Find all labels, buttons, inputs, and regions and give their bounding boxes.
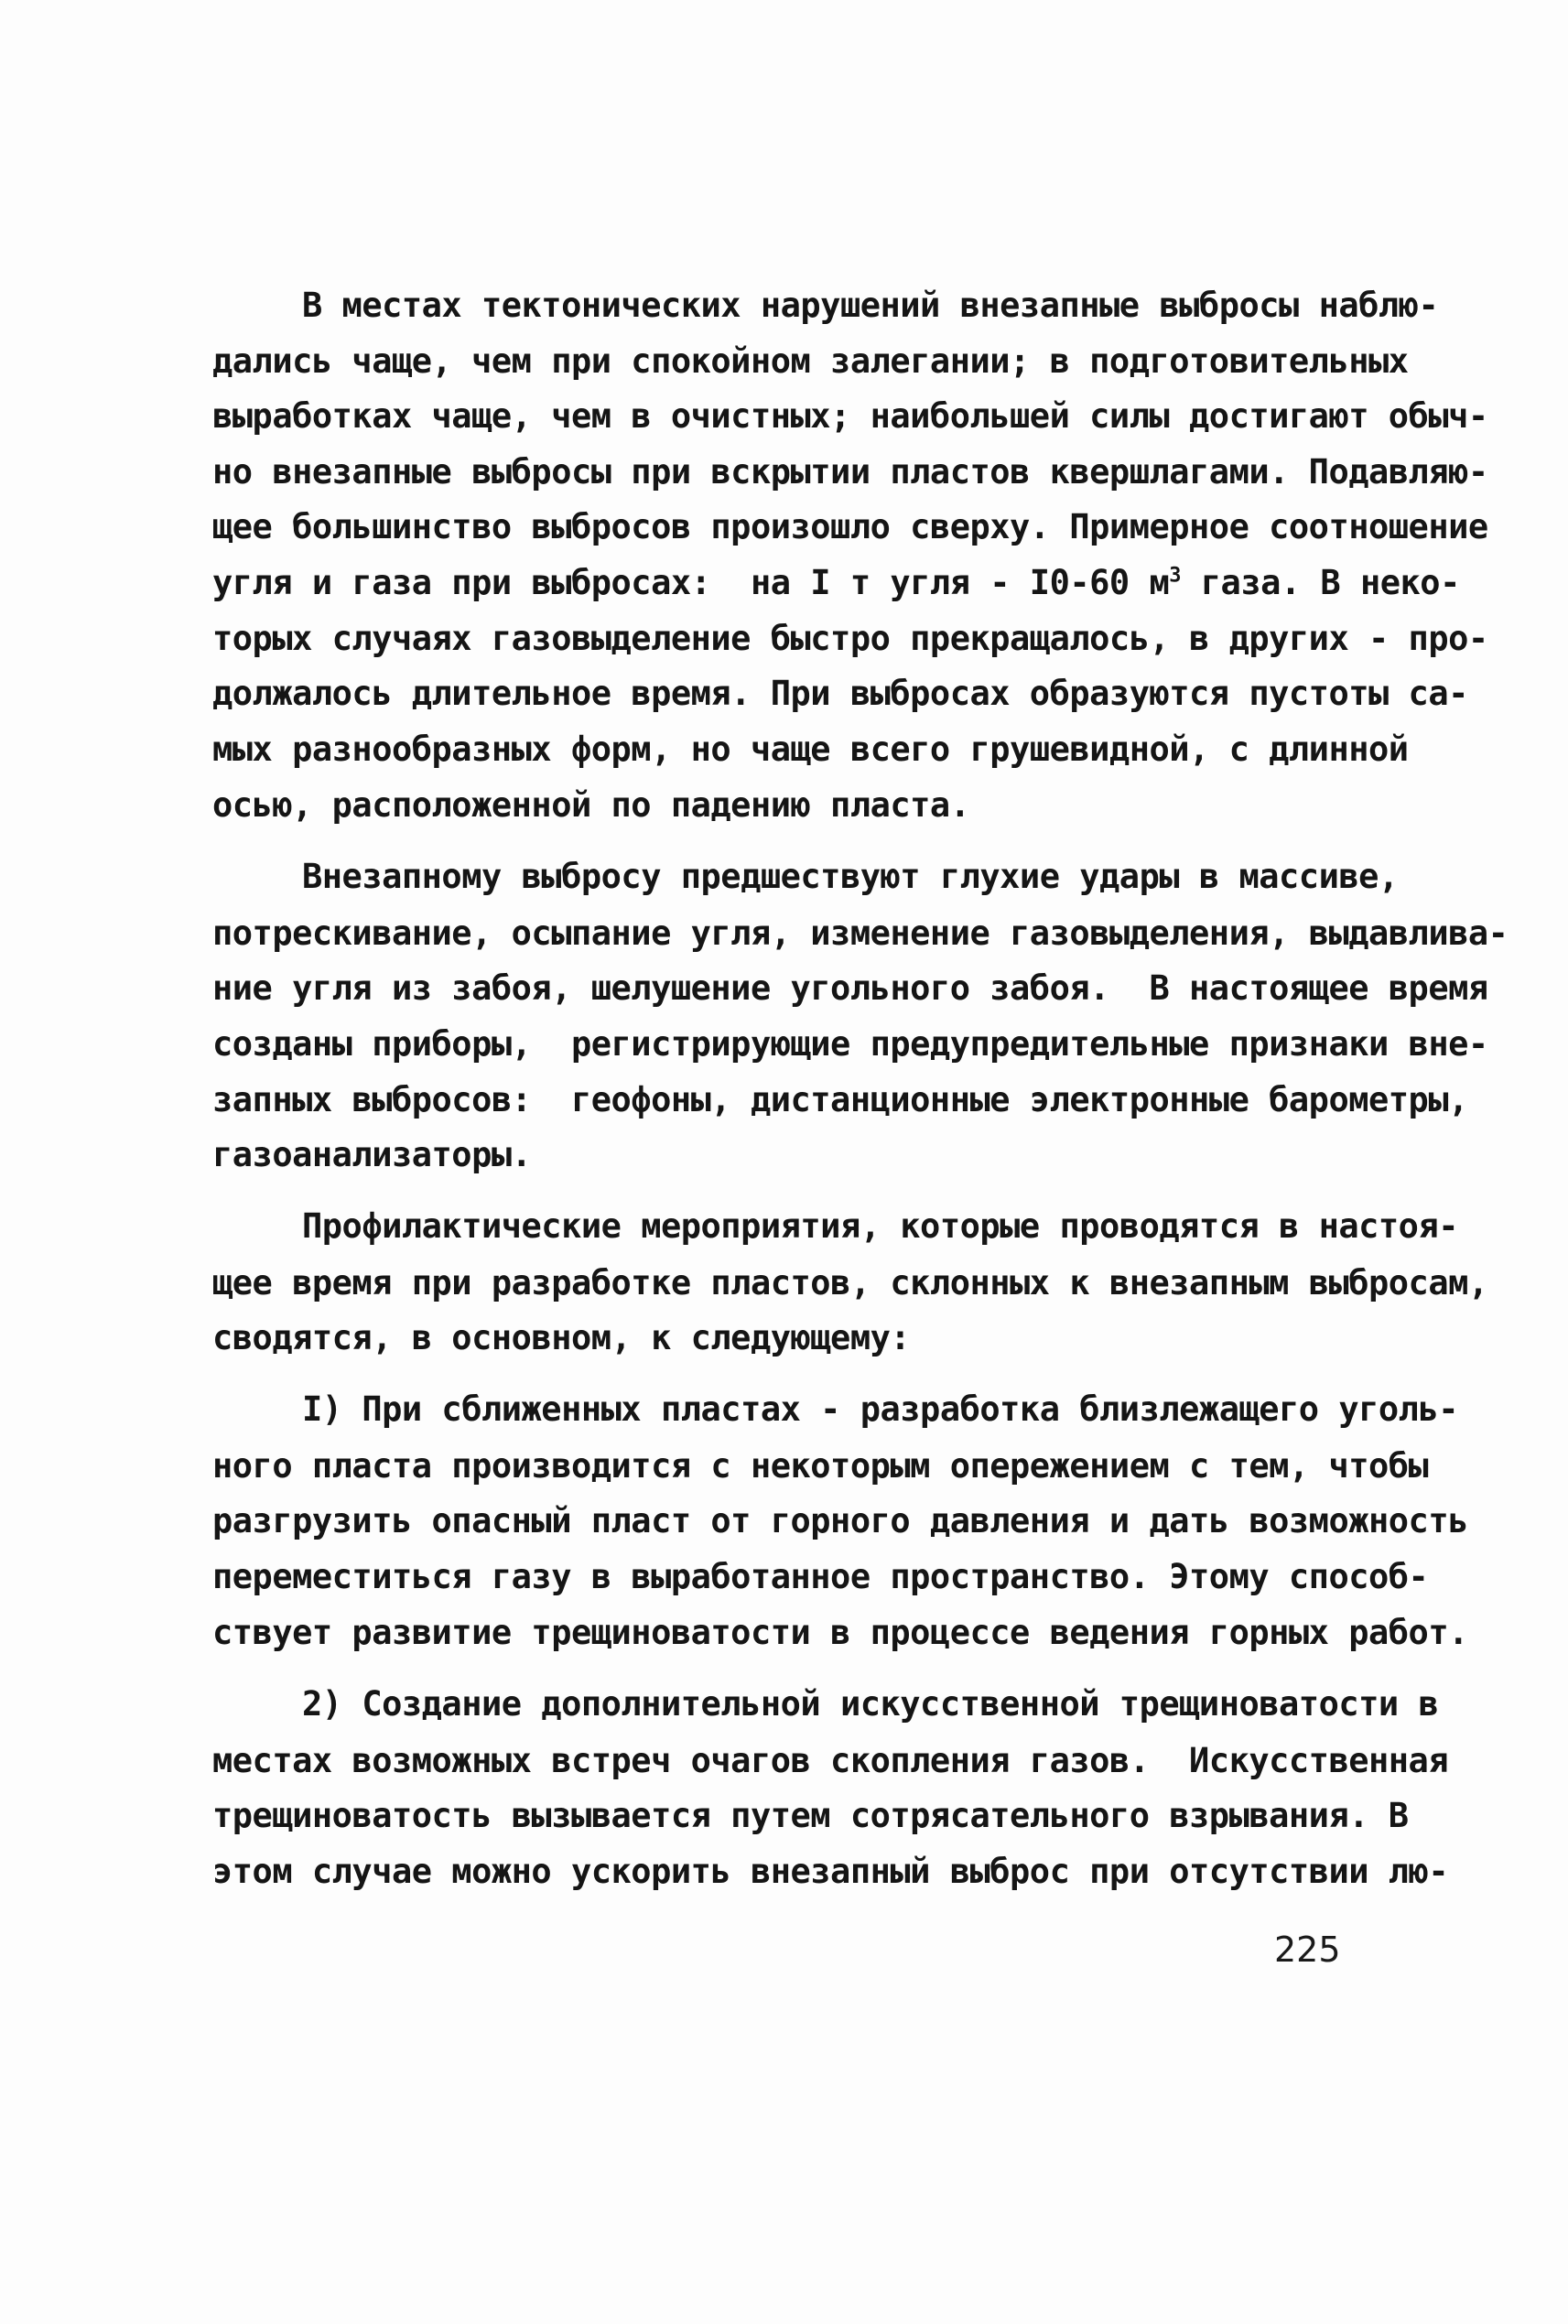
text-line: газоанализаторы. [212,1135,532,1174]
text-line: запных выбросов: геофоны, дистанционные электронные барометры, [212,1080,1468,1119]
text-line: щее большинство выбросов произошло сверху. Примерное соотношение [212,507,1488,546]
text-line: переместиться газу в выработанное пространство. Этому способ- [212,1557,1429,1596]
text-line: должалось длительное время. При выбросах образуются пустоты са- [212,674,1468,713]
text-line: ствует развитие трещиноватости в процессе ведения горных работ. [212,1613,1468,1652]
text-line: Внезапному выбросу предшествуют глухие удары в массиве, [302,857,1399,896]
superscript: 3 [1169,564,1181,588]
text-line: I) При сближенных пластах - разработка близлежащего уголь- [302,1389,1459,1429]
text-line: мых разнообразных форм, но чаще всего грушевидной, с длинной [212,730,1409,769]
text-segment: угля и газа при выбросах: на I т угля - I0-60 м [212,563,1170,602]
text-line: дались чаще, чем при спокойном залегании; в подготовительных [212,341,1409,381]
text-segment: газа. В неко- [1181,563,1460,602]
text-line: осью, расположенной по падению пласта. [212,785,970,825]
text-line: сводятся, в основном, к следующему: [212,1318,911,1357]
text-line-with-superscript [212,563,1460,603]
text-line: выработках чаще, чем в очистных; наибольшей силы достигают обыч- [212,396,1488,436]
text-line: ного пласта производится с некоторым опережением с тем, чтобы [212,1446,1429,1486]
text-line: но внезапные выбросы при вскрытии пластов квершлагами. Подавляю- [212,452,1488,492]
text-line: созданы приборы, регистрирующие предупредительные признаки вне- [212,1024,1488,1064]
text-line: 2) Создание дополнительной искусственной трещиноватости в [302,1684,1439,1724]
text-line: потрескивание, осыпание угля, изменение газовыделения, выдавлива- [212,913,1509,953]
text-line: местах возможных встреч очагов скопления газов. Искусственная [212,1741,1449,1780]
text-line: щее время при разработке пластов, склонных к внезапным выбросам, [212,1263,1488,1303]
text-line: В местах тектонических нарушений внезапные выбросы наблю- [302,286,1439,325]
text-line: этом случае можно ускорить внезапный выброс при отсутствии лю- [212,1852,1449,1891]
text-line: торых случаях газовыделение быстро прекращалось, в других - про- [212,619,1488,658]
text-line: разгрузить опасный пласт от горного давления и дать возможность [212,1501,1468,1540]
text-line: ние угля из забоя, шелушение угольного забоя. В настоящее время [212,968,1488,1008]
text-line: Профилактические мероприятия, которые проводятся в настоя- [302,1206,1459,1246]
text-line: трещиноватость вызывается путем сотрясательного взрывания. В [212,1796,1409,1835]
page-number: 225 [1274,1929,1341,1970]
